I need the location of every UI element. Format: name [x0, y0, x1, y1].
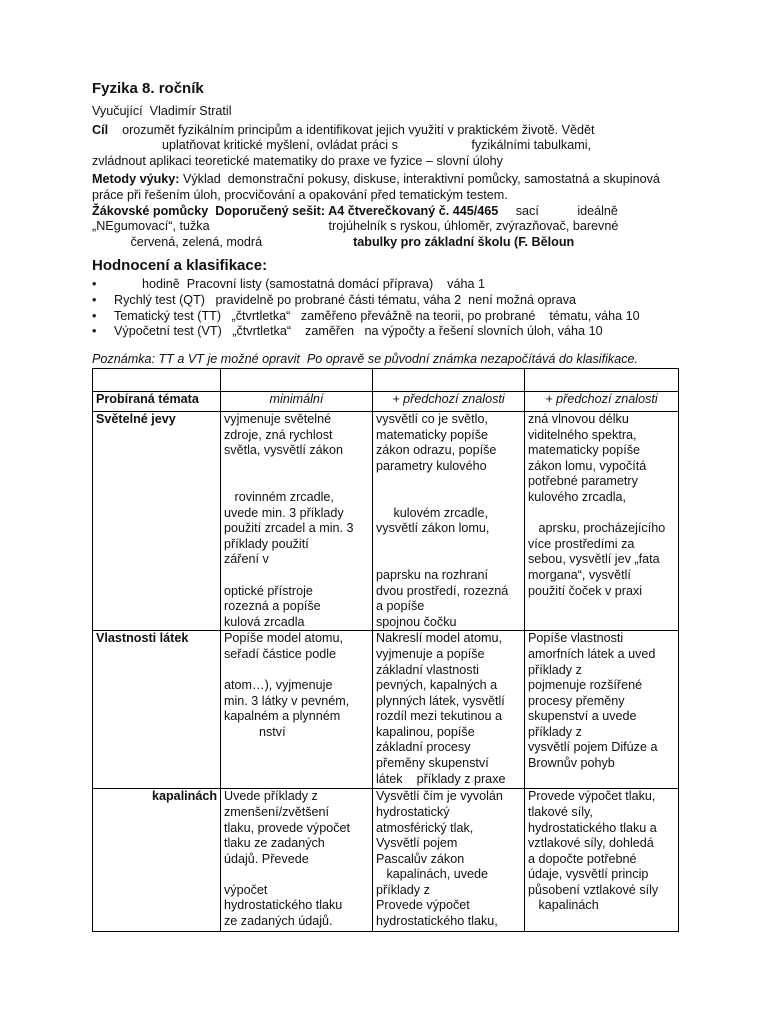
document — [92, 80, 682, 381]
row-cell-minimal: Uvede příklady z zmenšení/zvětšení tlaku, provede výpočet tlaku ze zadaných údajů. Převede výpočet hydrostatického tlaku ze zadaných údajů. — [224, 789, 351, 929]
table-row — [93, 789, 679, 932]
row-cell-prior-2: Popíše vlastnosti amorfních látek a uved příklady z pojmenuje rozšířené procesy přeměny skupenství a uvede příklady z vysvětlí pojem Difúze a Brownův pohyb — [528, 631, 658, 771]
aids-line-3: červená, zelená, modrá — [92, 234, 354, 249]
list-item — [92, 293, 682, 309]
bullet: • — [92, 308, 97, 323]
header-topics: Probíraná témata — [93, 392, 221, 412]
aids-line-2: „NEgumovací“, tužka trojúhelník s ryskou, úhloměr, zvýrazňovač, barevné — [92, 219, 619, 234]
evaluation-list — [92, 277, 682, 339]
evaluation-note: Poznámka: TT a VT je možné opravit Po opravě se původní známka nezapočítává do klasifikace. — [92, 352, 639, 367]
aids-line-1-rest: sací ideálně — [498, 203, 618, 218]
table-cell — [525, 369, 679, 392]
table-cell — [373, 369, 525, 392]
curriculum-table — [92, 368, 679, 932]
teacher-line: Vyučující Vladimír Stratil — [92, 104, 232, 118]
goal-line-2: uplatňovat kritické myšlení, ovládat práci s fyzikálními tabulkami, — [92, 138, 592, 153]
row-cell-prior-2: Provede výpočet tlaku, tlakové síly, hydrostatického tlaku a vztlakové síly, dohledá a dopočte potřebné údaje, vysvětlí princip působení vztlakové síly kapalinách — [528, 789, 659, 913]
goal-label: Cíl — [92, 122, 109, 137]
row-topic: Vlastnosti látek — [96, 631, 189, 646]
row-topic: Světelné jevy — [96, 412, 176, 426]
evaluation-item-3: Tematický test (TT) „čtvrtletka“ zaměřeno převážně na teorii, po probrané tématu, váha 10 — [114, 308, 640, 323]
goal-line-1: orozumět fyzikálním principům a identifikovat jejich využití v praktickém životě. Vědět — [108, 122, 595, 137]
row-cell-minimal: Popíše model atomu, seřadí částice podle atom…), vyjmenuje min. 3 látky v pevném, kapalném a plynném nství — [224, 631, 350, 739]
row-topic: kapalinách — [96, 789, 218, 804]
methods-line-2: práce při řešením úloh, procvičování a opakování před tematickým testem. — [92, 187, 508, 202]
aids-line-3-bold: tabulky pro základní školu (F. Běloun — [353, 234, 575, 249]
evaluation-item-2: Rychlý test (QT) pravidelně po probrané části tématu, váha 2 není možná oprava — [114, 292, 577, 307]
row-cell-prior-1: vysvětlí co je světlo, matematicky popíše zákon odrazu, popíše parametry kulového kulovém zrcadle, vysvětlí zákon lomu, paprsku na rozhraní dvou prostředí, rozezná a popíše spojnou čočku — [376, 412, 509, 629]
bullet: • — [92, 277, 97, 292]
page-title: Fyzika 8. ročník — [92, 80, 204, 97]
header-prior-1: + předchozí znalosti — [373, 392, 525, 412]
list-item — [92, 324, 682, 340]
list-item — [92, 277, 682, 293]
evaluation-heading: Hodnocení a klasifikace: — [92, 257, 268, 275]
table-cell — [221, 369, 373, 392]
evaluation-item-4: Výpočetní test (VT) „čtvrtletka“ zaměřen na výpočty a řešení slovních úloh, váha 10 — [114, 324, 603, 339]
row-cell-prior-1: Nakreslí model atomu, vyjmenuje a popíše základní vlastnosti pevných, kapalných a plynných látek, vysvětlí rozdíl mezi tekutinou a kapalinou, popíše základní procesy přeměny skupenství látek příklady z praxe — [376, 631, 506, 786]
goal-section — [92, 123, 682, 170]
table-row — [93, 412, 679, 631]
bullet: • — [92, 324, 97, 339]
methods-line-1: Výklad demonstrační pokusy, diskuse, interaktivní pomůcky, samostatná a skupinová — [179, 172, 660, 187]
methods-label: Metody výuky: — [92, 172, 180, 187]
table-row — [93, 631, 679, 789]
table-header-row — [93, 392, 679, 412]
aids-section — [92, 204, 682, 251]
table-empty-row — [93, 369, 679, 392]
aids-label: Žákovské pomůcky Doporučený sešit: A4 čtverečkovaný č. 445/465 — [92, 203, 499, 218]
table-cell — [93, 369, 221, 392]
header-prior-2: + předchozí znalosti — [525, 392, 679, 412]
list-item — [92, 309, 682, 325]
methods-section — [92, 172, 682, 203]
row-cell-minimal: vyjmenuje světelné zdroje, zná rychlost světla, vysvětlí zákon rovinném zrcadle, uvede min. 3 příklady použití zrcadel a min. 3 příklady použití záření v optické přístroje rozezná a popíše kulová zrcadla — [224, 412, 354, 629]
header-minimal: minimální — [221, 392, 373, 412]
row-cell-prior-2: zná vlnovou délku viditelného spektra, matematicky popíše zákon lomu, vypočítá potřebné parametry kulového zrcadla, aprsku, procházejícího více prostředími za sebou, vysvětlí jev „fata morgana“, vysvětlí použití čoček v praxi — [528, 412, 666, 598]
bullet: • — [92, 292, 97, 307]
goal-line-3: zvládnout aplikaci teoretické matematiky do praxe ve fyzice – slovní úlohy — [92, 153, 503, 168]
evaluation-item-1: hodině Pracovní listy (samostatná domácí příprava) váha 1 — [114, 277, 485, 292]
row-cell-prior-1: Vysvětlí čím je vyvolán hydrostatický atmosférický tlak, Vysvětlí pojem Pascalův zákon kapalinách, uvede příklady z Provede výpočet hydrostatického tlaku, — [376, 789, 503, 929]
